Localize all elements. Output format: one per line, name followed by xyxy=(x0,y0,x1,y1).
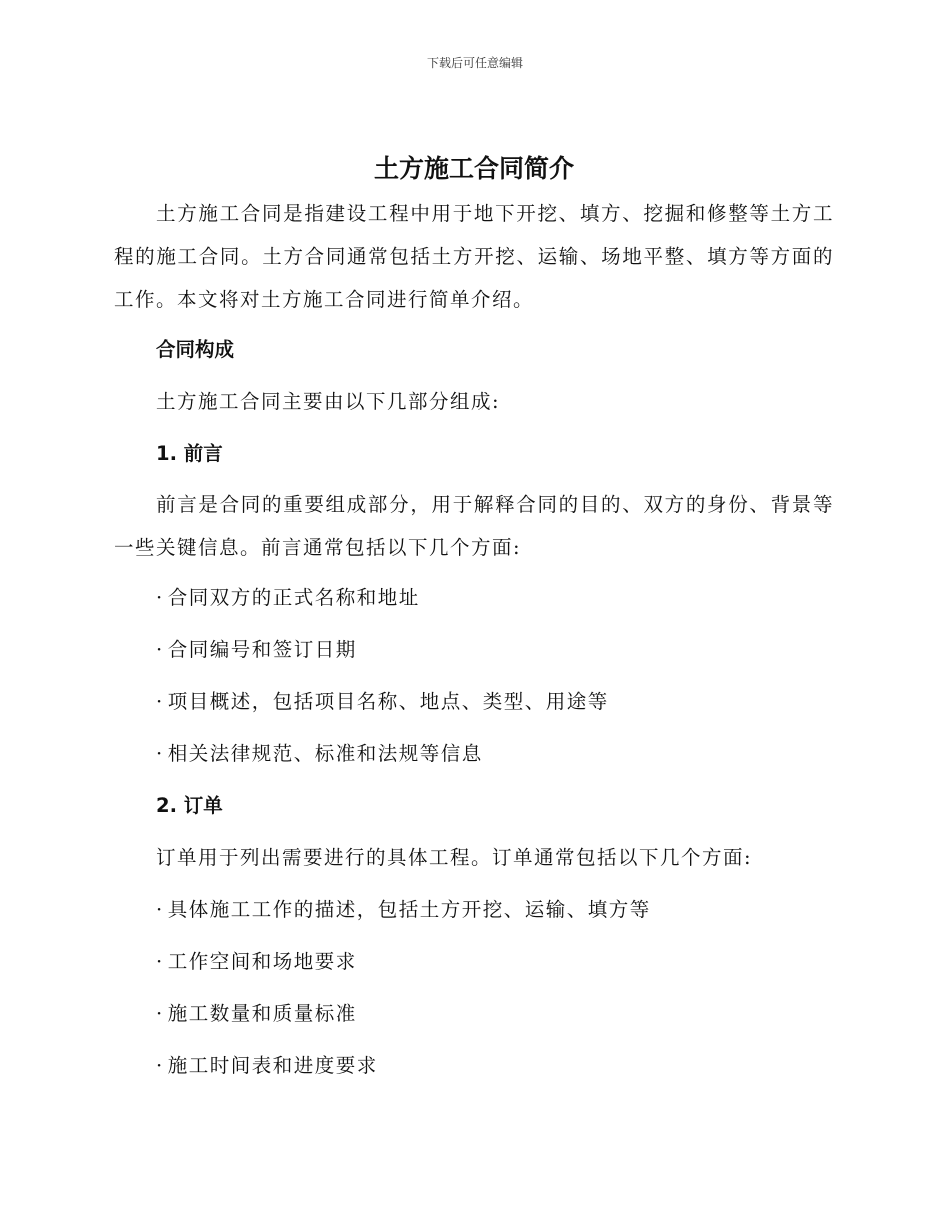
bullet-icon: · xyxy=(156,690,164,713)
list-item-text: 工作空间和场地要求 xyxy=(167,950,357,973)
part1-heading: 1. 前言 xyxy=(156,442,223,465)
bullet-icon: · xyxy=(156,898,164,921)
section-intro: 土方施工合同主要由以下几部分组成: xyxy=(156,390,501,413)
list-item xyxy=(114,731,834,777)
part2-description: 订单用于列出需要进行的具体工程。订单通常包括以下几个方面: xyxy=(156,846,753,869)
list-item-text: 施工时间表和进度要求 xyxy=(167,1054,378,1077)
bullet-icon: · xyxy=(156,1002,164,1025)
list-item xyxy=(114,575,834,621)
list-item-text: 项目概述，包括项目名称、地点、类型、用途等 xyxy=(167,690,609,713)
list-item-text: 合同编号和签订日期 xyxy=(167,638,357,661)
list-item-text: 相关法律规范、标准和法规等信息 xyxy=(167,742,483,765)
list-item xyxy=(114,1043,834,1089)
intro-paragraph: 土方施工合同是指建设工程中用于地下开挖、填方、挖掘和修整等土方工程的施工合同。土方合同通常包括土方开挖、运输、场地平整、填方等方面的工作。本文将对土方施工合同进行简单介绍。 xyxy=(114,202,834,311)
bullet-icon: · xyxy=(156,638,164,661)
document-title: 土方施工合同简介 xyxy=(373,154,574,183)
document-body xyxy=(114,146,834,1095)
list-item-text: 合同双方的正式名称和地址 xyxy=(167,586,420,609)
list-item xyxy=(114,679,834,725)
list-item xyxy=(114,887,834,933)
bullet-icon: · xyxy=(156,742,164,765)
section-heading: 合同构成 xyxy=(156,338,235,361)
part1-description: 前言是合同的重要组成部分，用于解释合同的目的、双方的身份、背景等一些关键信息。前言通常包括以下几个方面: xyxy=(114,493,834,559)
list-item xyxy=(114,627,834,673)
bullet-icon: · xyxy=(156,586,164,609)
part2-heading: 2. 订单 xyxy=(156,794,223,817)
bullet-icon: · xyxy=(156,950,164,973)
list-item xyxy=(114,939,834,985)
bullet-icon: · xyxy=(156,1054,164,1077)
list-item-text: 具体施工工作的描述，包括土方开挖、运输、填方等 xyxy=(167,898,651,921)
list-item xyxy=(114,991,834,1037)
list-item-text: 施工数量和质量标准 xyxy=(167,1002,357,1025)
header-note: 下载后可任意编辑 xyxy=(426,56,523,70)
